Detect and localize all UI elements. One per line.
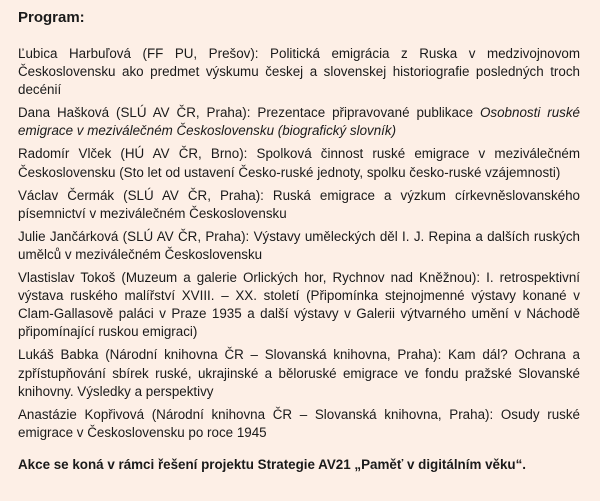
program-entry-tokos: Vlastislav Tokoš (Muzeum a galerie Orlických hor, Rychnov nad Kněžnou): I. retrospektivní výstava ruského malířství XVIII. – XX. století (Připomínka stejnojmenné výstavy konané v Clam-Gallasově paláci v Praze 1935 a další výstavy v Galerii výtvarného umění v Náchodě připomínající ruskou emigraci) [18, 270, 580, 340]
program-entry-haskova [18, 104, 580, 140]
program-entry-koprivova: Anastázie Kopřivová (Národní knihovna ČR – Slovanská knihovna, Praha): Osudy ruské emigrace v Československu po roce 1945 [18, 406, 580, 440]
program-entry-harbulova: Ľubica Harbuľová (FF PU, Prešov): Politická emigrácia z Ruska v medzivojnovom Československu ako predmet výskumu českej a slovenskej historiografie posledných troch decénií [18, 46, 580, 98]
program-heading: Program: [18, 9, 85, 26]
program-entry-vlcek: Radomír Vlček (HÚ AV ČR, Brno): Spolková činnost ruské emigrace v meziválečném Československu (Sto let od ustavení Česko-ruské jednoty, spolku česko-ruské vzájemnosti) [18, 146, 580, 180]
program-entry-jancarkova: Julie Jančárková (SLÚ AV ČR, Praha): Výstavy uměleckých děl I. J. Repina a dalších ruských umělců v meziválečném Československu [18, 228, 580, 262]
program-entry-cermak: Václav Čermák (SLÚ AV ČR, Praha): Ruská emigrace a výzkum církevněslovanského písemnictví v meziválečném Československu [18, 187, 580, 221]
project-note: Akce se koná v rámci řešení projektu Strategie AV21 „Paměť v digitálním věku“. [18, 457, 527, 472]
publication-title: Osobnosti ruské emigrace v meziválečném Československu (biografický slovník) [18, 105, 580, 139]
program-entry-haskova-text: Dana Hašková (SLÚ AV ČR, Praha): Prezentace připravované publikace [18, 105, 480, 121]
program-entry-babka: Lukáš Babka (Národní knihovna ČR – Slovanská knihovna, Praha): Kam dál? Ochrana a zpřístupňování sbírek ruské, ukrajinské a běloruské emigrace ve fondu pražské Slovanské knihovny. Výsledky a perspektivy [18, 347, 580, 399]
